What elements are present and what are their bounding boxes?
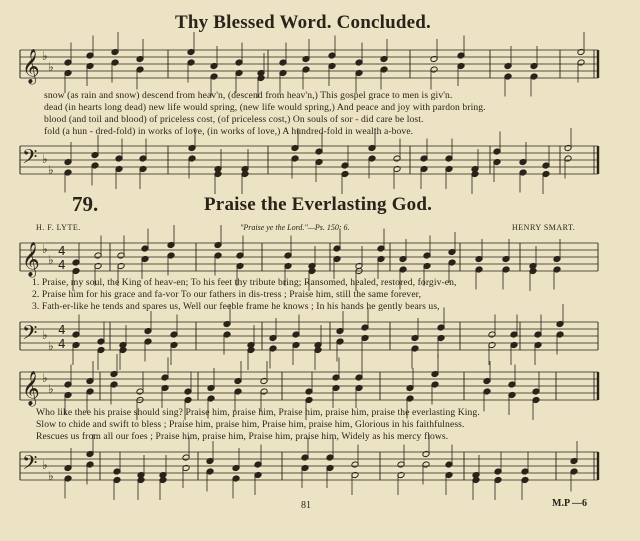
svg-text:♭: ♭ <box>48 253 54 267</box>
lyrics-line-4: Who like thee his praise should sing? Praise him, praise him, Praise him, praise him, praise the everlasting King. <box>36 407 480 418</box>
lyrics-line-3: 3. Fath-er-like he tends and spares us, Well our feeble frame he knows ; In his hands he gently bears us, <box>32 301 440 312</box>
hymn-title-concluded: Thy Blessed Word. Concluded. <box>175 12 432 33</box>
hymn-number: 79. <box>72 192 99 216</box>
composer-credit: HENRY SMART. <box>512 223 576 232</box>
lyrics-verse-4: fold (a hun - dred-fold) in works of love, (in works of love,) A hundred-fold in wealth a-bove. <box>44 126 414 137</box>
svg-text:♭: ♭ <box>42 458 48 472</box>
svg-text:♭: ♭ <box>48 60 54 74</box>
svg-text:♭: ♭ <box>42 371 48 385</box>
hymn-title: Praise the Everlasting God. <box>204 194 433 215</box>
author-credit: H. F. LYTE. <box>36 223 81 232</box>
svg-text:𝄞: 𝄞 <box>22 49 40 84</box>
lyrics-verse-2: dead (in hearts long dead) new life would spring, (new life would spring,) And peace and joy with pardon bring. <box>44 102 486 113</box>
svg-text:4: 4 <box>58 244 66 258</box>
lyrics-line-1: 1. Praise, my soul, the King of heav-en; To his feet thy tribute bring; Ransomed, healed, restored, forgiv-en, <box>32 277 457 288</box>
page-number: 81 <box>301 500 311 511</box>
svg-text:♭: ♭ <box>48 382 54 396</box>
svg-text:♭: ♭ <box>48 469 54 483</box>
lyrics-line-6: Rescues us from all our foes ; Praise him, praise him, Praise him, praise him, Widely as his mercy flows. <box>36 431 449 442</box>
svg-text:4: 4 <box>58 337 66 351</box>
lyrics-verse-3: blood (and toil and blood) of priceless cost, (of priceless cost,) On souls of sor - did care be lost. <box>44 114 424 125</box>
lyrics-line-2: 2. Praise him for his grace and fa-vor To our fathers in dis-tress ; Praise him, still the same forever, <box>32 289 422 300</box>
svg-text:𝄞: 𝄞 <box>22 242 40 277</box>
print-mark: M.P —6 <box>552 498 587 509</box>
svg-text:♭: ♭ <box>42 328 48 342</box>
svg-text:𝄢: 𝄢 <box>22 451 38 479</box>
svg-text:♭: ♭ <box>42 152 48 166</box>
svg-text:♭: ♭ <box>48 163 54 177</box>
lyrics-verse-1: snow (as rain and snow) descend from heav'n, (descend from heav'n,) This gospel grace to men is giv'n. <box>44 90 453 101</box>
lyrics-line-5: Slow to chide and swift to bless ; Praise him, praise him, Praise him, praise him, Glorious in his faithfulness. <box>36 419 465 430</box>
svg-text:♭: ♭ <box>42 49 48 63</box>
svg-text:4: 4 <box>58 323 66 337</box>
svg-text:♭: ♭ <box>42 242 48 256</box>
svg-text:𝄞: 𝄞 <box>22 371 40 406</box>
svg-text:♭: ♭ <box>48 339 54 353</box>
scripture-reference: "Praise ye the Lord."—Ps. 150: 6. <box>240 223 350 232</box>
svg-text:4: 4 <box>58 258 66 272</box>
svg-text:𝄢: 𝄢 <box>22 321 38 349</box>
svg-text:𝄢: 𝄢 <box>22 145 38 173</box>
